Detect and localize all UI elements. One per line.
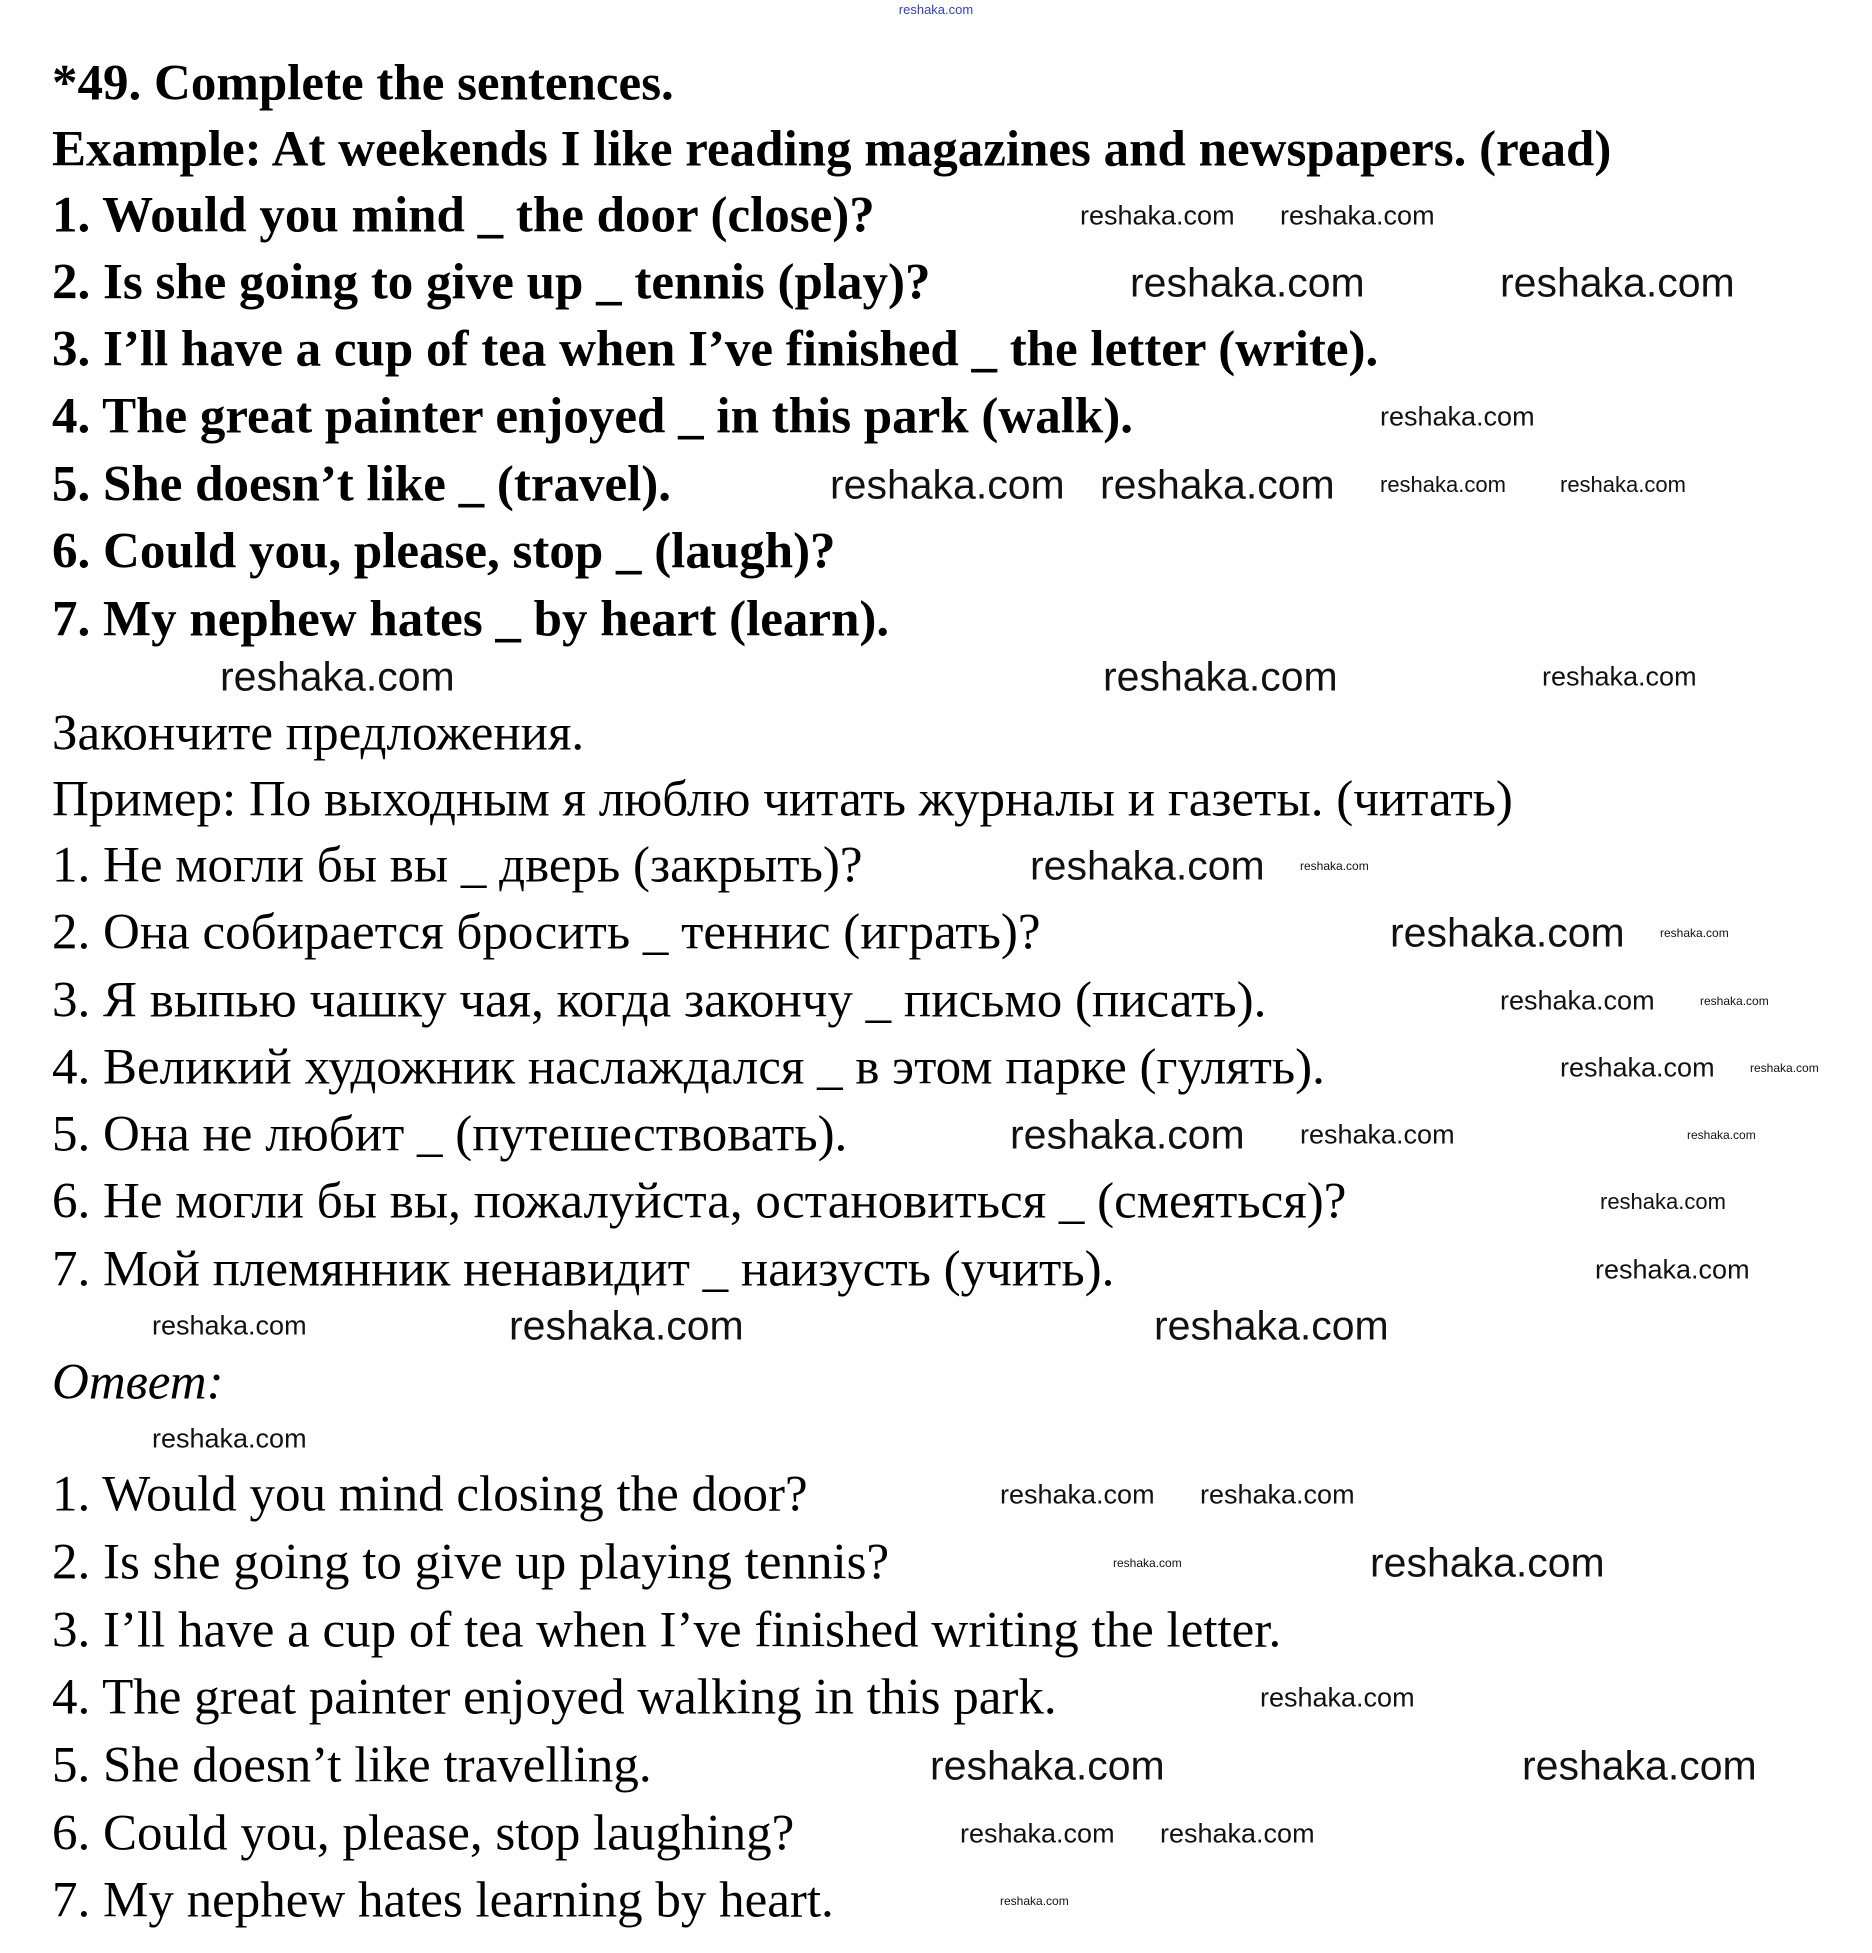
exercise-item: 7. My nephew hates _ by heart (learn). — [52, 591, 890, 648]
watermark: reshaka.com — [1300, 859, 1369, 873]
watermark: reshaka.com — [1280, 200, 1435, 231]
watermark: reshaka.com — [1687, 1128, 1756, 1142]
watermark: reshaka.com — [1380, 472, 1506, 497]
watermark: reshaka.com — [1560, 472, 1686, 497]
watermark: reshaka.com — [1390, 909, 1625, 956]
exercise-item: 6. Could you, please, stop _ (laugh)? — [52, 523, 836, 580]
watermark: reshaka.com — [1154, 1302, 1389, 1349]
watermark: reshaka.com — [1522, 1742, 1757, 1789]
watermark: reshaka.com — [152, 1310, 307, 1341]
watermark: reshaka.com — [1542, 661, 1697, 692]
watermark: reshaka.com — [1113, 1556, 1182, 1570]
answer-heading: Ответ: — [52, 1354, 224, 1411]
watermark: reshaka.com — [220, 653, 455, 700]
translation-item: 2. Она собирается бросить _ теннис (играть)? — [52, 904, 1041, 961]
watermark: reshaka.com — [1500, 985, 1655, 1016]
watermark: reshaka.com — [1300, 1119, 1455, 1150]
watermark: reshaka.com — [1660, 926, 1729, 940]
translation-item: 1. Не могли бы вы _ дверь (закрыть)? — [52, 837, 863, 894]
translation-item: 7. Мой племянник ненавидит _ наизусть (учить). — [52, 1241, 1115, 1298]
watermark: reshaka.com — [1560, 1052, 1715, 1083]
watermark: reshaka.com — [1595, 1254, 1750, 1285]
site-link[interactable]: reshaka.com — [898, 2, 974, 17]
exercise-item: 4. The great painter enjoyed _ in this park (walk). — [52, 388, 1133, 445]
translation-title: Закончите предложения. — [52, 705, 585, 762]
translation-item: 4. Великий художник наслаждался _ в этом парке (гулять). — [52, 1039, 1325, 1096]
watermark: reshaka.com — [509, 1302, 744, 1349]
watermark: reshaka.com — [1380, 401, 1535, 432]
answer-item: 3. I’ll have a cup of tea when I’ve finished writing the letter. — [52, 1602, 1282, 1659]
watermark: reshaka.com — [1103, 653, 1338, 700]
watermark: reshaka.com — [1000, 1894, 1069, 1908]
watermark: reshaka.com — [1370, 1539, 1605, 1586]
translation-item: 6. Не могли бы вы, пожалуйста, остановиться _ (смеяться)? — [52, 1173, 1347, 1230]
watermark: reshaka.com — [1700, 994, 1769, 1008]
translation-example: Пример: По выходным я люблю читать журналы и газеты. (читать) — [52, 771, 1513, 828]
watermark: reshaka.com — [152, 1423, 307, 1454]
exercise-item: 3. I’ll have a cup of tea when I’ve finished _ the letter (write). — [52, 321, 1379, 378]
watermark: reshaka.com — [1750, 1061, 1819, 1075]
answer-item: 5. She doesn’t like travelling. — [52, 1737, 652, 1794]
watermark: reshaka.com — [930, 1742, 1165, 1789]
watermark: reshaka.com — [1030, 842, 1265, 889]
watermark: reshaka.com — [1080, 200, 1235, 231]
watermark: reshaka.com — [1200, 1479, 1355, 1510]
watermark: reshaka.com — [960, 1818, 1115, 1849]
answer-item: 7. My nephew hates learning by heart. — [52, 1872, 834, 1929]
answer-item: 1. Would you mind closing the door? — [52, 1466, 808, 1523]
translation-item: 5. Она не любит _ (путешествовать). — [52, 1106, 848, 1163]
watermark: reshaka.com — [1500, 259, 1735, 306]
answer-item: 6. Could you, please, stop laughing? — [52, 1805, 795, 1862]
exercise-item: 1. Would you mind _ the door (close)? — [52, 187, 875, 244]
exercise-item: 5. She doesn’t like _ (travel). — [52, 456, 672, 513]
watermark: reshaka.com — [1130, 259, 1365, 306]
watermark: reshaka.com — [1010, 1111, 1245, 1158]
watermark: reshaka.com — [1600, 1189, 1726, 1214]
translation-item: 3. Я выпью чашку чая, когда закончу _ письмо (писать). — [52, 972, 1267, 1029]
exercise-title: *49. Complete the sentences. — [52, 55, 674, 112]
exercise-example: Example: At weekends I like reading magazines and newspapers. (read) — [52, 121, 1612, 178]
answer-item: 4. The great painter enjoyed walking in this park. — [52, 1669, 1057, 1726]
watermark: reshaka.com — [1160, 1818, 1315, 1849]
watermark: reshaka.com — [1260, 1682, 1415, 1713]
exercise-item: 2. Is she going to give up _ tennis (play)? — [52, 254, 931, 311]
watermark: reshaka.com — [1000, 1479, 1155, 1510]
watermark: reshaka.com — [830, 461, 1065, 508]
watermark: reshaka.com — [1100, 461, 1335, 508]
answer-item: 2. Is she going to give up playing tennis? — [52, 1534, 890, 1591]
